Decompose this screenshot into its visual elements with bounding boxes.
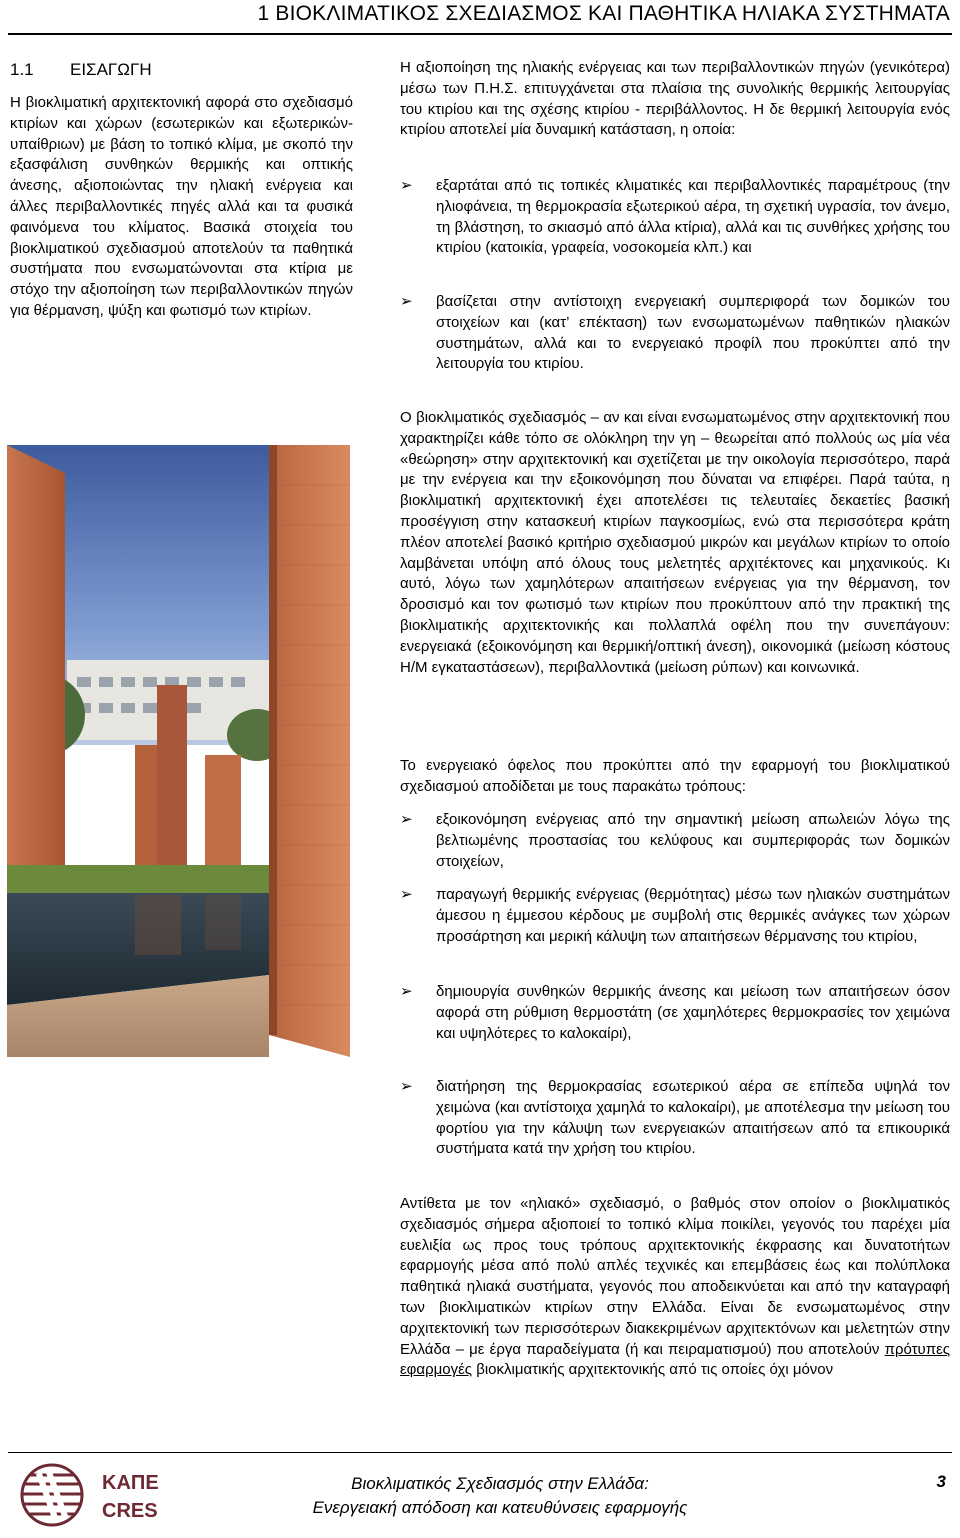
list-item [400,176,950,259]
paragraph-text: βιοκλιματικής αρχιτεκτονικής από τις οποίες όχι μόνον [472,1361,834,1379]
arrow-bullet-icon: ➢ [400,177,413,194]
body-paragraph-3: Το ενεργειακό όφελος που προκύπτει από την εφαρμογή του βιοκλιματικού σχεδιασμού αποδίδεται με τους παρακάτω τρόπους: [400,757,950,795]
arrow-bullet-icon: ➢ [400,293,413,310]
list-item [400,1077,950,1160]
footer-title-line-2: Ενεργειακή απόδοση και κατευθύνσεις εφαρμογής [312,1498,688,1517]
list-item-text: βασίζεται στην αντίστοιχη ενεργειακή συμπεριφορά των δομικών του στοιχείων και (κατ’ επέκταση) των ενσωματωμένων παθητικών ηλιακών συστημάτων, αλλά και το ενεργειακό προφίλ που προκύπτει από την λειτουργία του κτιρίου. [436,293,950,373]
org-name-latin: CRES [102,1500,158,1522]
org-name-greek: ΚΑΠΕ [102,1472,159,1494]
list-item [400,982,950,1044]
list-item-text: διατήρηση της θερμοκρασίας εσωτερικού αέρα σε επίπεδα υψηλά τον χειμώνα (και αντίστοιχα χαμηλά το καλοκαίρι), με αποτέλεσμα την μείωση του φορτίου για την κάλυψη των ενεργειακών απαιτήσεων από τα επικουρικά συστήματα κατά την χρήση του κτιρίου. [436,1078,950,1158]
arrow-bullet-icon: ➢ [400,1078,413,1095]
section-title: ΕΙΣΑΓΩΓΗ [70,60,152,79]
arrow-bullet-icon: ➢ [400,811,413,828]
footer-title-line-1: Βιοκλιματικός Σχεδιασμός στην Ελλάδα: [351,1474,649,1493]
paragraph-text: Αντίθετα με τον «ηλιακό» σχεδιασμό, ο βαθμός στον οποίον ο βιοκλιματικός σχεδιασμός σήμερα αξιοποιεί το τοπικό κλίμα ποικίλει, γεγονός του παρέχει μία ευελιξία ως προς τους τρόπους αρχιτεκτονικής έκφρασης και δυνατοτήτων εφαρμογής μέσα από πολύ απλές τεχνικές και επεμβάσεις έως και πολύπλοκα παθητικά ηλιακά συστήματα, γεγονός που αποδεικνύεται και από την καταγραφή των βιοκλιματικών κτιρίων στην Ελλάδα. Είναι δε ενσωματωμένος στην αρχιτεκτονική των περισσότερων διακεκριμένων αρχιτεκτόνων και μελετητών στην Ελλάδα – με έργα παραδείγματα (ή και πειραματισμού) που αποτελούν [400,1195,950,1358]
body-paragraph-2: Ο βιοκλιματικός σχεδιασμός – αν και είναι ενσωματωμένος στην αρχιτεκτονική που χαρακτηρίζει κάθε τόπο σε ολόκληρη την γη – θεωρείται από πολλούς ως μία νέα «θεώρηση» στην αρχιτεκτονική και σχετίζεται με την οικολογία περισσότερο, παρά με την ενέργεια και την εξοικονόμηση που δύναται να επιφέρει. Παρά ταύτα, η βιοκλιματική αρχιτεκτονική έχει αποτελέσει τις τελευταίες δεκαετίες βασική προσέγγιση στην κατασκευή κτιρίων παγκοσμίως, ενώ στα περισσότερα κράτη πλέον αποτελεί βασικό κριτήριο σχεδιασμού μικρών και μεγάλων κτιρίων το οποίο λαμβάνεται υπόψη από όλους τους μελετητές αρχιτέκτονες και μηχανικούς. Κι αυτό, λόγω των χαμηλότερων απαιτήσεων ενέργειας για την θέρμανση, τον δροσισμό και τον φωτισμό των κτιρίων που προκύπτουν από την πρακτική της βιοκλιματικής αρχιτεκτονικής και πολλαπλά οφέλη που την συνεπάγουν: ενεργειακά (εξοικονόμηση και θερμική/οπτική άνεση), οικονομικά (μείωση κόστους Η/Μ εγκαταστάσεων), περιβαλλοντικά (μείωση ρύπων) και κοινωνικά. [400,409,950,676]
list-item [400,810,950,872]
list-item-text: εξοικονόμηση ενέργειας από την σημαντική μείωση απωλειών λόγω της βελτιωμένης προστασίας του κελύφους και συμπεριφοράς των δομικών στοιχείων, [436,811,950,870]
footer-divider [8,1452,952,1453]
list-item-text: δημιουργία συνθηκών θερμικής άνεσης και μείωση των απαιτήσεων όσον αφορά στη ρύθμιση θερμοστάτη (σε χαμηλότερες θερμοκρασίες τον χειμώνα και υψηλότερες το καλοκαίρι), [436,983,950,1042]
list-item-text: εξαρτάται από τις τοπικές κλιματικές και περιβαλλοντικές παραμέτρους (την ηλιοφάνεια, τη θερμοκρασία εξωτερικού αέρα, τη σχετική υγρασία, τον άνεμο, τη βλάστηση, το σκιασμό από άλλα κτίρια), αλλά και τις συνθήκες χρήσης του κτιρίου (κατοικία, γραφεία, νοσοκομεία κλπ.) και [436,177,950,257]
footer-publication-title [240,1472,760,1520]
chapter-title: 1 ΒΙΟΚΛΙΜΑΤΙΚΟΣ ΣΧΕΔΙΑΣΜΟΣ ΚΑΙ ΠΑΘΗΤΙΚΑ ΗΛΙΑΚΑ ΣΥΣΤΗΜΑΤΑ [257,2,950,25]
section-number: 1.1 [10,60,34,79]
cres-logo-icon [14,1460,94,1530]
body-paragraph-4 [400,1194,950,1381]
arrow-bullet-icon: ➢ [400,886,413,903]
list-item [400,885,950,947]
brick-building-courtyard-photo [7,445,350,1057]
section-heading [10,60,152,80]
arrow-bullet-icon: ➢ [400,983,413,1000]
prototype-applications-link[interactable]: πρότυπες εφαρμογές [400,1340,950,1379]
page-number: 3 [936,1472,946,1491]
list-item [400,292,950,375]
intro-paragraph: Η βιοκλιματική αρχιτεκτονική αφορά στο σχεδιασμό κτιρίων και χώρων (εσωτερικών και εξωτερικών-υπαίθριων) με βάση το τοπικό κλίμα, με σκοπό την εξασφάλιση συνθηκών θερμικής και οπτικής άνεσης, αξιοποιώντας την ηλιακή ενέργεια και άλλες περιβαλλοντικές πηγές αλλά και τα φυσικά φαινόμενα του κλίματος. Βασικά στοιχεία του βιοκλιματικού σχεδιασμού αποτελούν τα παθητικά συστήματα που ενσωματώνονται στα κτίρια με στόχο την αξιοποίηση των περιβαλλοντικών πηγών για θέρμανση, ψύξη και φωτισμό των κτιρίων. [10,94,353,319]
header-divider [8,33,952,35]
body-paragraph-1: Η αξιοποίηση της ηλιακής ενέργειας και των περιβαλλοντικών πηγών (γενικότερα) μέσω των Π.Η.Σ. επιτυγχάνεται στα πλαίσια της συνολικής θερμικής λειτουργίας του κτιρίου και της σχέσης κτιρίου - περιβάλλοντος. Η δε θερμική λειτουργία ενός κτιρίου αποτελεί μία δυναμική κατάσταση, η οποία: [400,59,950,139]
list-item-text: παραγωγή θερμικής ενέργειας (θερμότητας) μέσω των ηλιακών συστημάτων άμεσου η έμμεσου κέρδους με συμβολή στις θερμικές ανάγκες των χώρων προσάρτηση και μερική κάλυψη των απαιτήσεων θέρμανσης του κτιρίου, [436,886,950,945]
